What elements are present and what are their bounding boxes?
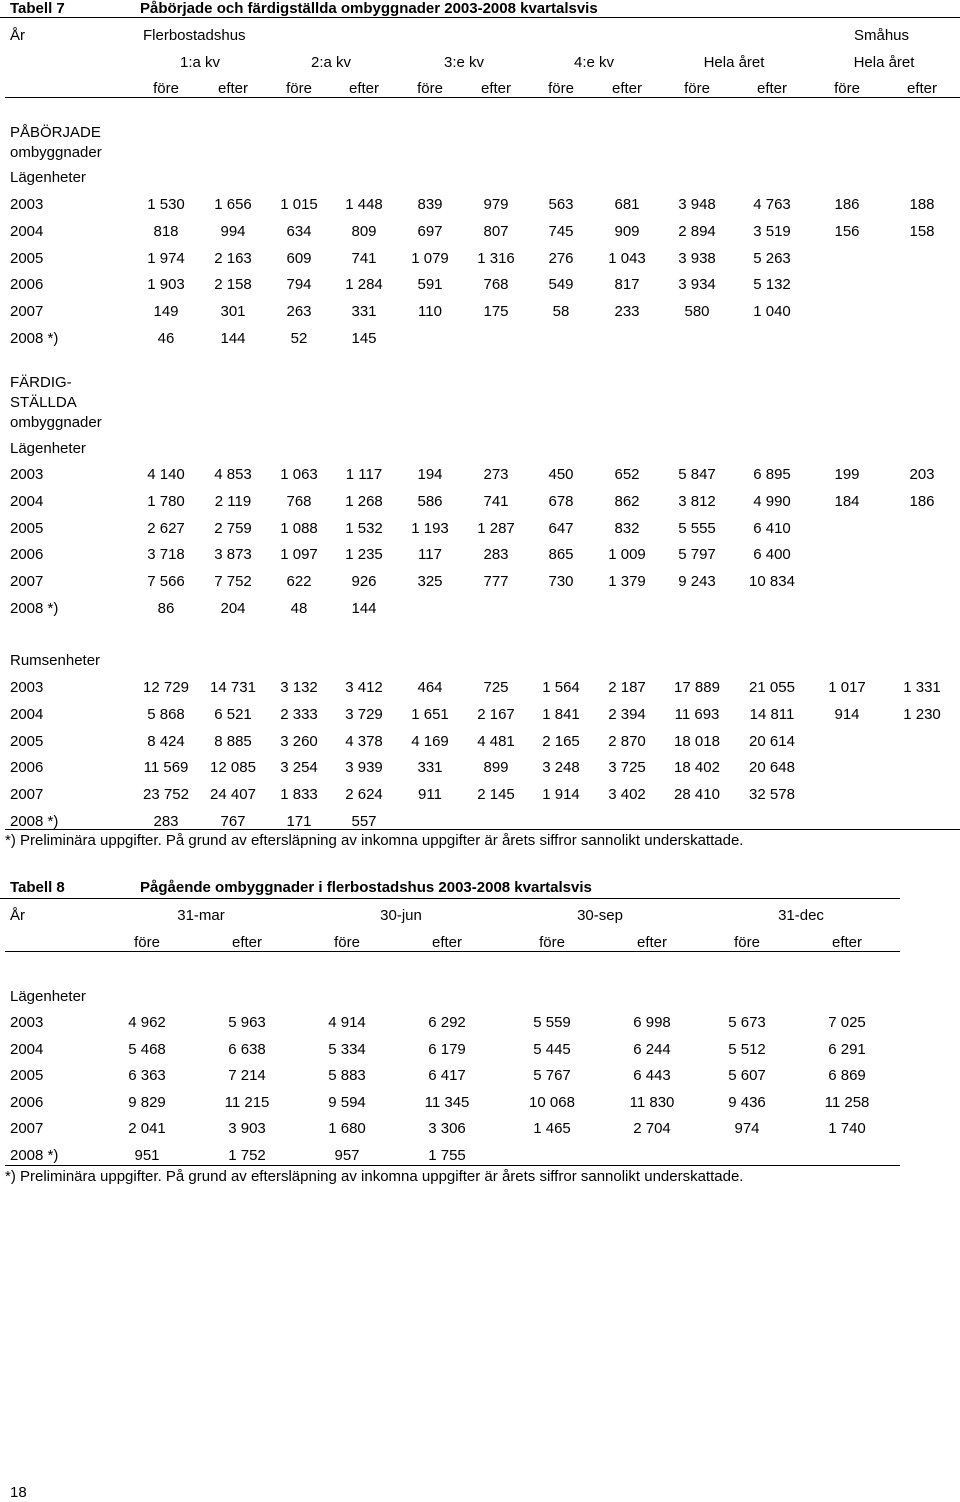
row-year: 2007 (10, 573, 44, 590)
table8-subheader: efter (431, 934, 462, 951)
table-cell: 1 448 (345, 196, 383, 213)
table-cell: 697 (417, 223, 443, 240)
table-cell: 1 088 (280, 520, 318, 537)
table-cell: 1 063 (280, 466, 318, 483)
table-cell: 6 400 (753, 546, 791, 563)
table8-period-header: 31-mar (177, 907, 225, 924)
row-year: 2006 (10, 759, 44, 776)
table-cell: 2 163 (214, 250, 252, 267)
table-cell: 5 868 (147, 706, 185, 723)
table-cell: 21 055 (749, 679, 795, 696)
table-cell: 6 443 (633, 1067, 671, 1084)
table-cell: 325 (417, 573, 443, 590)
table-cell: 839 (417, 196, 443, 213)
section-heading: ombyggnader (10, 414, 102, 431)
table-cell: 3 939 (345, 759, 383, 776)
table7-subheader: efter (217, 80, 248, 97)
table-cell: 276 (548, 250, 574, 267)
table-cell: 9 243 (678, 573, 716, 590)
table-cell: 909 (614, 223, 640, 240)
row-year: 2003 (10, 1014, 44, 1031)
table-cell: 5 445 (533, 1041, 571, 1058)
table-cell: 2 624 (345, 786, 383, 803)
table-cell: 6 363 (128, 1067, 166, 1084)
section-unit-label: Lägenheter (10, 169, 86, 186)
table-cell: 3 248 (542, 759, 580, 776)
table-cell: 767 (220, 813, 246, 830)
row-year: 2008 *) (10, 813, 59, 830)
table-cell: 2 627 (147, 520, 185, 537)
table-cell: 817 (614, 276, 640, 293)
table7-period-header: 1:a kv (179, 54, 221, 71)
table-cell: 86 (157, 600, 175, 617)
table8-period-header: 30-jun (380, 907, 422, 924)
row-year: 2004 (10, 493, 44, 510)
row-year: 2003 (10, 679, 44, 696)
table-cell: 768 (286, 493, 312, 510)
table-cell: 3 729 (345, 706, 383, 723)
table-cell: 609 (286, 250, 312, 267)
table-cell: 331 (417, 759, 443, 776)
table-cell: 11 693 (674, 706, 720, 723)
table-cell: 549 (548, 276, 574, 293)
table-cell: 809 (351, 223, 377, 240)
table-cell: 4 962 (128, 1014, 166, 1031)
page-number: 18 (10, 1484, 27, 1501)
table8-subheader: efter (636, 934, 667, 951)
table-cell: 1 841 (542, 706, 580, 723)
table-cell: 3 812 (678, 493, 716, 510)
table7-label: Tabell 7 (10, 0, 65, 17)
table-cell: 2 119 (214, 493, 252, 510)
table7-period-header: 2:a kv (310, 54, 352, 71)
table-cell: 586 (417, 493, 443, 510)
table-cell: 1 235 (345, 546, 383, 563)
table-cell: 957 (334, 1147, 360, 1164)
table-cell: 3 260 (280, 733, 318, 750)
row-year: 2003 (10, 196, 44, 213)
table8-subheader: före (734, 934, 760, 951)
table-cell: 156 (834, 223, 860, 240)
table7-header-rule (5, 97, 960, 98)
table-cell: 4 169 (411, 733, 449, 750)
table-cell: 1 974 (147, 250, 185, 267)
table-cell: 11 215 (224, 1094, 270, 1111)
table-cell: 20 648 (749, 759, 795, 776)
table-cell: 14 731 (210, 679, 256, 696)
table-cell: 6 291 (828, 1041, 866, 1058)
table8-subheader: före (539, 934, 565, 951)
table-cell: 557 (351, 813, 377, 830)
table-cell: 1 752 (228, 1147, 266, 1164)
table-cell: 3 725 (608, 759, 646, 776)
row-year: 2008 *) (10, 600, 59, 617)
table-cell: 3 934 (678, 276, 716, 293)
table-cell: 622 (286, 573, 312, 590)
table-cell: 777 (483, 573, 509, 590)
table-cell: 1 651 (411, 706, 449, 723)
table-cell: 188 (909, 196, 935, 213)
table-cell: 974 (734, 1120, 760, 1137)
table-cell: 186 (909, 493, 935, 510)
table-cell: 5 512 (728, 1041, 766, 1058)
table-cell: 911 (418, 786, 442, 803)
table-cell: 634 (286, 223, 312, 240)
table-cell: 11 258 (824, 1094, 870, 1111)
table-cell: 1 015 (280, 196, 318, 213)
table-cell: 4 378 (345, 733, 383, 750)
table7-subheader: före (684, 80, 710, 97)
table-cell: 3 938 (678, 250, 716, 267)
table-cell: 4 990 (753, 493, 791, 510)
table-cell: 730 (548, 573, 574, 590)
table-cell: 2 333 (280, 706, 318, 723)
table-cell: 28 410 (674, 786, 720, 803)
row-year: 2004 (10, 1041, 44, 1058)
table-cell: 7 025 (828, 1014, 866, 1031)
table-cell: 3 254 (280, 759, 318, 776)
table-cell: 652 (614, 466, 640, 483)
table-cell: 1 040 (753, 303, 791, 320)
table-cell: 3 132 (280, 679, 318, 696)
table-cell: 1 564 (542, 679, 580, 696)
table-cell: 203 (909, 466, 935, 483)
table-cell: 5 263 (753, 250, 791, 267)
table-cell: 186 (834, 196, 860, 213)
table-cell: 464 (417, 679, 443, 696)
table-cell: 1 009 (608, 546, 646, 563)
table7-period-header: 3:e kv (443, 54, 485, 71)
table-cell: 110 (418, 303, 442, 320)
table-cell: 58 (552, 303, 570, 320)
table8-year-header: År (10, 907, 25, 924)
row-year: 2003 (10, 466, 44, 483)
table-cell: 5 132 (753, 276, 791, 293)
table-cell: 8 424 (147, 733, 185, 750)
table-cell: 914 (834, 706, 860, 723)
table-cell: 171 (286, 813, 312, 830)
table8-subheader: före (334, 934, 360, 951)
table-cell: 1 780 (147, 493, 185, 510)
table-cell: 4 763 (753, 196, 791, 213)
table-cell: 199 (834, 466, 860, 483)
table-cell: 818 (153, 223, 179, 240)
table-cell: 994 (220, 223, 246, 240)
row-year: 2007 (10, 303, 44, 320)
table-cell: 5 559 (533, 1014, 571, 1031)
table-cell: 2 394 (608, 706, 646, 723)
table-cell: 1 230 (903, 706, 941, 723)
table-cell: 331 (351, 303, 377, 320)
table-cell: 2 759 (214, 520, 252, 537)
table-cell: 563 (548, 196, 574, 213)
table-cell: 768 (483, 276, 509, 293)
row-year: 2006 (10, 276, 44, 293)
table-cell: 4 853 (214, 466, 252, 483)
table-cell: 145 (351, 330, 377, 347)
table-cell: 681 (614, 196, 640, 213)
table-cell: 2 704 (633, 1120, 671, 1137)
table-cell: 194 (417, 466, 443, 483)
row-year: 2006 (10, 1094, 44, 1111)
table7-title: Påbörjade och färdigställda ombyggnader 2003-2008 kvartalsvis (140, 0, 598, 17)
table-cell: 20 614 (749, 733, 795, 750)
table-cell: 52 (290, 330, 308, 347)
table-cell: 1 656 (214, 196, 252, 213)
table8-header-rule (5, 951, 900, 952)
table-cell: 4 481 (477, 733, 515, 750)
table-cell: 11 830 (629, 1094, 675, 1111)
table7-period-header: Hela året (703, 54, 765, 71)
table-cell: 1 043 (608, 250, 646, 267)
table-cell: 6 998 (633, 1014, 671, 1031)
table-cell: 46 (157, 330, 175, 347)
table-cell: 1 284 (345, 276, 383, 293)
table-cell: 6 895 (753, 466, 791, 483)
table8-label: Tabell 8 (10, 879, 65, 896)
table-cell: 175 (483, 303, 509, 320)
table-cell: 184 (834, 493, 860, 510)
table8-subheader: efter (831, 934, 862, 951)
table8-footnote: *) Preliminära uppgifter. På grund av eftersläpning av inkomna uppgifter är årets siffror sannolikt underskattade. (5, 1168, 744, 1185)
table-cell: 4 914 (328, 1014, 366, 1031)
table-cell: 5 847 (678, 466, 716, 483)
table-cell: 2 167 (477, 706, 515, 723)
table-cell: 14 811 (749, 706, 795, 723)
section-unit-label: Rumsenheter (10, 652, 101, 669)
table7-subheader: före (417, 80, 443, 97)
table7-subheader: före (834, 80, 860, 97)
table7-period-header: 4:e kv (573, 54, 615, 71)
table-cell: 1 268 (345, 493, 383, 510)
table7-bottom-rule (5, 829, 960, 830)
table-cell: 5 607 (728, 1067, 766, 1084)
section-heading: FÄRDIG- (10, 374, 72, 391)
table-cell: 9 829 (128, 1094, 166, 1111)
table-cell: 1 117 (345, 466, 383, 483)
table-cell: 6 410 (753, 520, 791, 537)
table8-title: Pågående ombyggnader i flerbostadshus 2003-2008 kvartalsvis (140, 879, 592, 896)
table-cell: 7 566 (147, 573, 185, 590)
table-cell: 5 468 (128, 1041, 166, 1058)
table-cell: 580 (684, 303, 710, 320)
table-cell: 3 903 (228, 1120, 266, 1137)
table-cell: 5 767 (533, 1067, 571, 1084)
table-cell: 7 214 (228, 1067, 266, 1084)
row-year: 2007 (10, 786, 44, 803)
table8-period-header: 30-sep (577, 907, 623, 924)
table7-subheader: före (286, 80, 312, 97)
table-cell: 6 244 (633, 1041, 671, 1058)
table7-subheader: efter (756, 80, 787, 97)
table-cell: 899 (483, 759, 509, 776)
section-unit-label: Lägenheter (10, 440, 86, 457)
table-cell: 2 158 (214, 276, 252, 293)
table-cell: 12 729 (143, 679, 189, 696)
table-cell: 1 755 (428, 1147, 466, 1164)
table-cell: 1 833 (280, 786, 318, 803)
row-year: 2008 *) (10, 330, 59, 347)
table-cell: 233 (614, 303, 640, 320)
table8-bottom-rule (5, 1165, 900, 1166)
section-heading: PÅBÖRJADE (10, 124, 101, 141)
row-year: 2005 (10, 520, 44, 537)
table-cell: 18 402 (674, 759, 720, 776)
table-cell: 17 889 (674, 679, 720, 696)
table-cell: 741 (351, 250, 377, 267)
table8-period-header: 31-dec (778, 907, 824, 924)
table-cell: 951 (134, 1147, 160, 1164)
table-cell: 2 041 (128, 1120, 166, 1137)
table-cell: 4 140 (147, 466, 185, 483)
table-cell: 24 407 (210, 786, 256, 803)
table-cell: 6 417 (428, 1067, 466, 1084)
table-cell: 283 (153, 813, 179, 830)
table7-group-smahus: Småhus (854, 27, 910, 44)
table-cell: 6 179 (428, 1041, 466, 1058)
table-cell: 283 (483, 546, 509, 563)
table-cell: 9 436 (728, 1094, 766, 1111)
table-cell: 865 (548, 546, 574, 563)
table-cell: 725 (483, 679, 509, 696)
table-cell: 144 (220, 330, 246, 347)
table-cell: 1 079 (411, 250, 449, 267)
table-cell: 3 718 (147, 546, 185, 563)
table-cell: 450 (548, 466, 574, 483)
table7-group-flerbostadshus: Flerbostadshus (143, 27, 246, 44)
table-cell: 1 465 (533, 1120, 571, 1137)
table-cell: 1 680 (328, 1120, 366, 1137)
table-cell: 979 (483, 196, 509, 213)
table-cell: 117 (418, 546, 442, 563)
table7-subheader: efter (611, 80, 642, 97)
table-cell: 2 187 (608, 679, 646, 696)
table-cell: 149 (153, 303, 179, 320)
table7-subheader: före (153, 80, 179, 97)
section-heading: STÄLLDA (10, 394, 77, 411)
table-cell: 10 834 (749, 573, 795, 590)
table-cell: 273 (483, 466, 509, 483)
table7-subheader: efter (480, 80, 511, 97)
table-cell: 23 752 (143, 786, 189, 803)
table-cell: 158 (909, 223, 935, 240)
table-cell: 8 885 (214, 733, 252, 750)
table-cell: 3 402 (608, 786, 646, 803)
table-cell: 1 097 (280, 546, 318, 563)
table-cell: 2 894 (678, 223, 716, 240)
table-cell: 5 555 (678, 520, 716, 537)
row-year: 2005 (10, 250, 44, 267)
table-cell: 741 (483, 493, 509, 510)
table-cell: 301 (220, 303, 246, 320)
table-cell: 1 193 (411, 520, 449, 537)
table-cell: 1 287 (477, 520, 515, 537)
table-cell: 6 521 (214, 706, 252, 723)
table-cell: 3 412 (345, 679, 383, 696)
table7-subheader: efter (348, 80, 379, 97)
table-cell: 6 292 (428, 1014, 466, 1031)
table7-period-header: Hela året (853, 54, 915, 71)
table-cell: 5 334 (328, 1041, 366, 1058)
row-year: 2004 (10, 223, 44, 240)
table-cell: 144 (351, 600, 377, 617)
table-cell: 263 (286, 303, 312, 320)
table-cell: 647 (548, 520, 574, 537)
table8-subheader: efter (231, 934, 262, 951)
section-heading: ombyggnader (10, 144, 102, 161)
table-cell: 1 017 (828, 679, 866, 696)
table-cell: 794 (286, 276, 312, 293)
row-year: 2004 (10, 706, 44, 723)
table-cell: 5 797 (678, 546, 716, 563)
table-cell: 32 578 (749, 786, 795, 803)
table-cell: 6 638 (228, 1041, 266, 1058)
table-cell: 1 914 (542, 786, 580, 803)
table7-subheader: före (548, 80, 574, 97)
table-cell: 18 018 (674, 733, 720, 750)
table-cell: 11 569 (143, 759, 189, 776)
table-cell: 204 (220, 600, 246, 617)
table-cell: 807 (483, 223, 509, 240)
table7-subheader: efter (906, 80, 937, 97)
table-cell: 1 532 (345, 520, 383, 537)
table-cell: 2 870 (608, 733, 646, 750)
table-cell: 9 594 (328, 1094, 366, 1111)
table-cell: 1 331 (903, 679, 941, 696)
table-cell: 2 145 (477, 786, 515, 803)
table-cell: 745 (548, 223, 574, 240)
table-cell: 3 519 (753, 223, 791, 240)
table-cell: 10 068 (529, 1094, 575, 1111)
row-year: 2005 (10, 1067, 44, 1084)
table8-unit-label: Lägenheter (10, 988, 86, 1005)
table-cell: 12 085 (210, 759, 256, 776)
table-cell: 1 740 (828, 1120, 866, 1137)
table-cell: 48 (290, 600, 308, 617)
table-cell: 6 869 (828, 1067, 866, 1084)
table-cell: 3 306 (428, 1120, 466, 1137)
table-cell: 926 (351, 573, 377, 590)
table-cell: 5 673 (728, 1014, 766, 1031)
table-cell: 3 948 (678, 196, 716, 213)
table-cell: 11 345 (424, 1094, 470, 1111)
table-cell: 1 530 (147, 196, 185, 213)
table-cell: 1 903 (147, 276, 185, 293)
table-cell: 3 873 (214, 546, 252, 563)
table-cell: 832 (614, 520, 640, 537)
row-year: 2008 *) (10, 1147, 59, 1164)
table7-footnote: *) Preliminära uppgifter. På grund av eftersläpning av inkomna uppgifter är årets siffror sannolikt underskattade. (5, 832, 744, 849)
table-cell: 1 379 (608, 573, 646, 590)
table-cell: 5 883 (328, 1067, 366, 1084)
table-cell: 678 (548, 493, 574, 510)
table8-subheader: före (134, 934, 160, 951)
table-cell: 5 963 (228, 1014, 266, 1031)
table-cell: 862 (614, 493, 640, 510)
table-cell: 2 165 (542, 733, 580, 750)
row-year: 2005 (10, 733, 44, 750)
table-cell: 1 316 (477, 250, 515, 267)
table8-top-rule (0, 898, 900, 899)
table7-year-header: År (10, 27, 25, 44)
table7-top-rule (0, 17, 960, 18)
row-year: 2007 (10, 1120, 44, 1137)
table-cell: 591 (417, 276, 443, 293)
table-cell: 7 752 (214, 573, 252, 590)
row-year: 2006 (10, 546, 44, 563)
